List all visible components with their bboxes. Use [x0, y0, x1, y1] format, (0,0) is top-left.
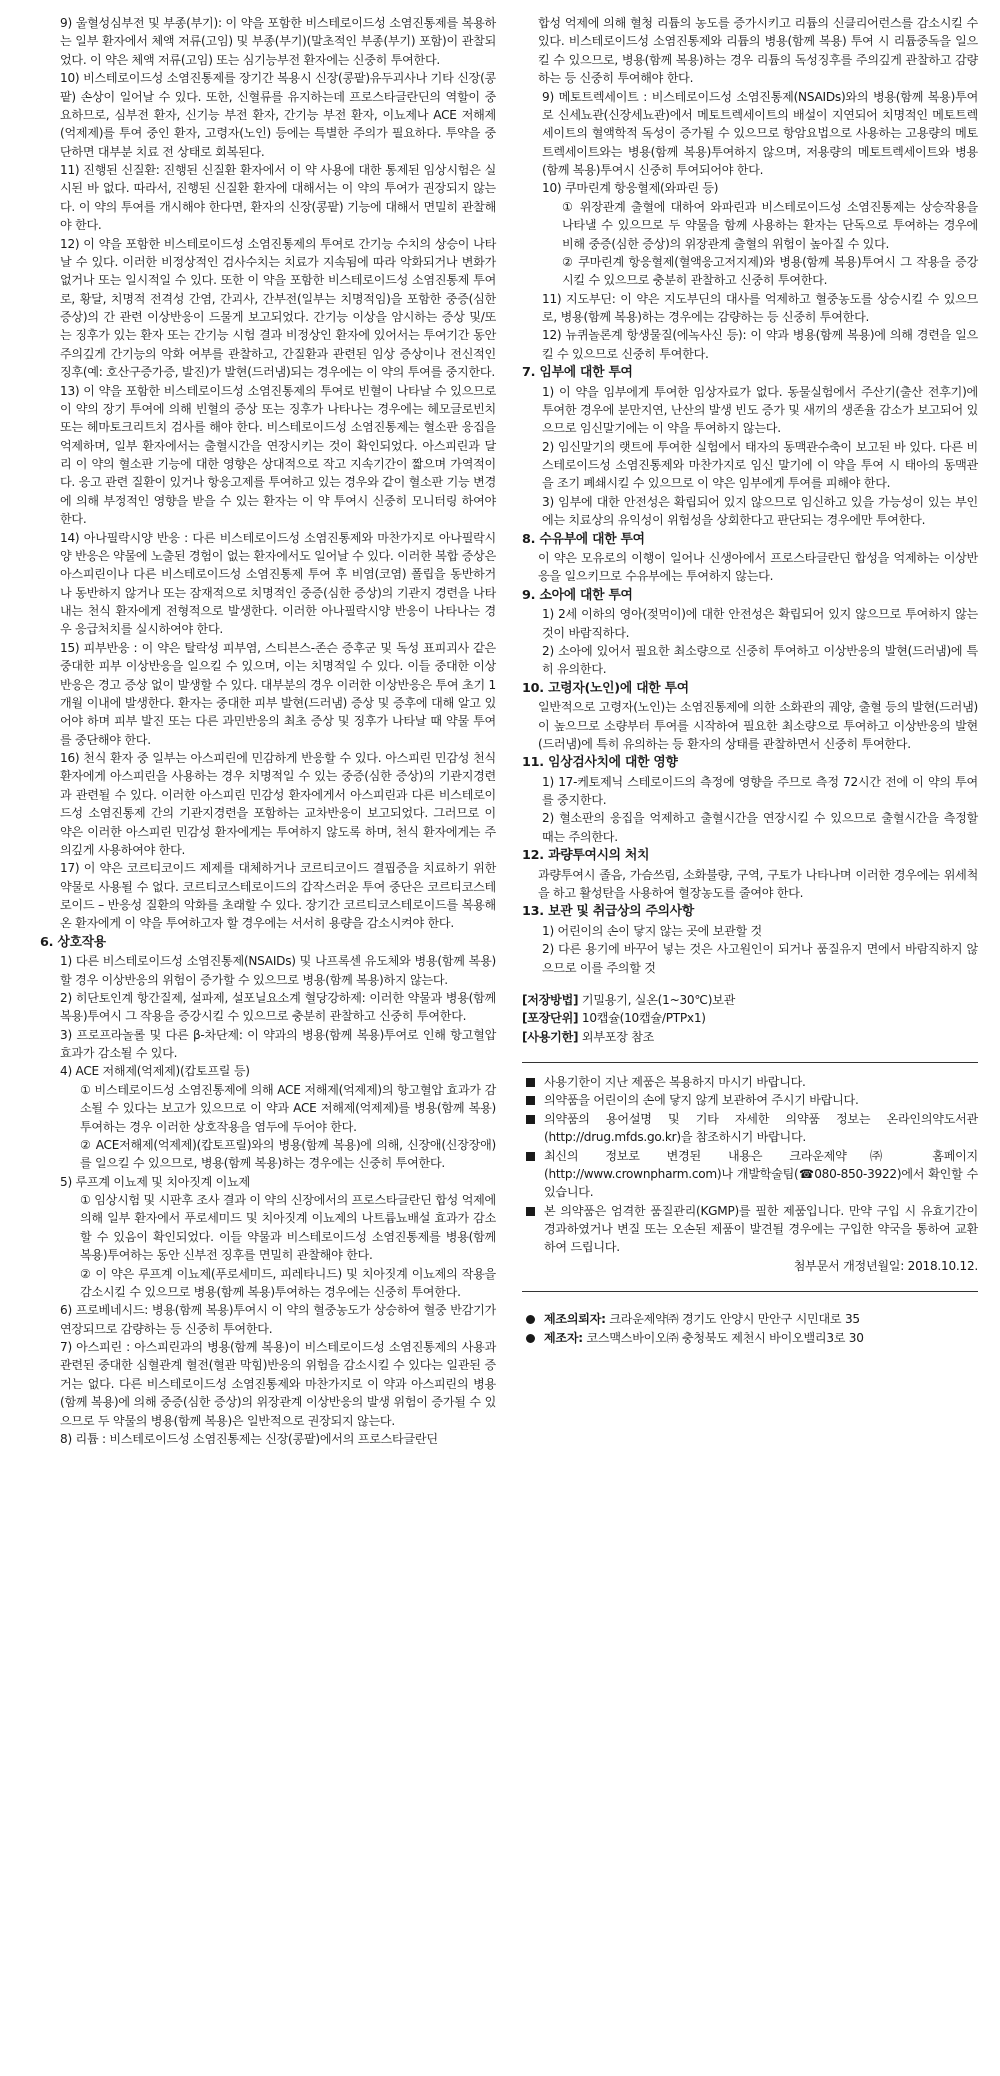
text-paragraph: 3) 임부에 대한 안전성은 확립되어 있지 않으므로 임신하고 있을 가능성이 있는 부인에는 치료상의 유익성이 위험성을 상회한다고 판단되는 경우에만 투여한다.: [542, 494, 978, 528]
text-paragraph: 2) 다른 용기에 바꾸어 넣는 것은 사고원인이 되거나 품질유지 면에서 바람직하지 않으므로 이를 주의할 것: [542, 942, 978, 975]
text-paragraph: 13) 이 약을 포함한 비스테로이드성 소염진통제의 투여로 빈혈이 나타날 수 있으므로 이 약의 장기 투여에 의해 빈혈의 증상 또는 징후가 나타나는 경우에는 헤모글로빈치 또는 헤마토크리트치 검사를 해야 한다. 비스테로이드성 소염진통제는 혈소판 응집을 억제하며, 일부 환자에서는 출혈시간을 연장시키는 것이 확인되었다. 아스피린과 달리 이 약의 혈소판 기능에 대한 영향은 상대적으로 작고 지속기간이 짧으며 가역적이다. 응고 관련 질환이 있거나 항응고제를 투여하고 있는 경우와 같이 혈소판 기능 변경에 의해 부정적인 영향을 받을 수 있는 환자는 이 약 투여시 신중히 모니터링 하여야 한다.: [60, 383, 496, 527]
text-paragraph: 이 약은 모유로의 이행이 일어나 신생아에서 프로스타글란딘 합성을 억제하는 이상반응을 일으키므로 수유부에는 투여하지 않는다.: [538, 551, 978, 584]
round-bullet-icon: [526, 1334, 535, 1343]
contract-manufacturer: 제조의뢰자: 크라운제약㈜ 경기도 안양시 만안구 시민대로 35: [522, 1310, 978, 1328]
text-paragraph: ② 이 약은 루프계 이뇨제(푸로세미드, 피레타니드) 및 치아짓계 이뇨제의 작용을 감소시킬 수 있으므로 병용(함께 복용)투여하는 경우에는 신중히 투여한다.: [80, 1266, 496, 1299]
text-paragraph: 9) 울혈성심부전 및 부종(부기): 이 약을 포함한 비스테로이드성 소염진통제를 복용하는 일부 환자에서 체액 저류(고임) 및 부종(부기)(말초적인 부종(부기) 포함)이 관찰되었다. 이 약은 체액 저류(고임) 또는 심기능부전 환자에는 신중히 투여한다.: [60, 16, 496, 67]
notice-item: 본 의약품은 엄격한 품질관리(KGMP)를 필한 제품입니다. 만약 구입 시 유효기간이 경과하였거나 변질 또는 오손된 제품이 발견될 경우에는 구입한 약국을 통하여 교환하여 드립니다.: [522, 1202, 978, 1257]
section-heading: 7. 임부에 대한 투여: [522, 365, 633, 381]
text-paragraph: 12) 이 약을 포함한 비스테로이드성 소염진통제의 투여로 간기능 수치의 상승이 나타날 수 있다. 이러한 비정상적인 검사수치는 치료가 지속됨에 따라 악화되거나 변화가 없거나 또는 일시적일 수 있다. 또한 이 약을 포함한 비스테로이드성 소염진통제 투여로, 황달, 치명적 전격성 간염, 간괴사, 간부전(일부는 치명적임)을 포함한 중증(심한 증상)의 간 관련 이상반응이 드물게 보고되었다. 간기능 이상을 암시하는 증상 및/또는 징후가 있는 환자 또는 간기능 시험 결과 비정상인 환자에 있어서는 투여기간 동안 주의깊게 간기능의 악화 여부를 관찰하고, 간질환과 관련된 임상 증상이나 전신적인 징후(예: 호산구증가증, 발진)가 발현(드러냄)되는 경우에는 이 약의 투여를 중지한다.: [60, 236, 496, 380]
divider: [522, 1062, 978, 1063]
manufacturer-info: [522, 1310, 978, 1347]
text-paragraph: 3) 프로프라놀롤 및 다른 β-차단제: 이 약과의 병용(함께 복용)투여로 인해 항고혈압 효과가 감소될 수 있다.: [60, 1027, 496, 1061]
text-paragraph: 2) 임신말기의 랫트에 투여한 실험에서 태자의 동맥관수축이 보고된 바 있다. 다른 비스테로이드성 소염진통제와 마찬가지로 임신 말기에 이 약을 투여 시 태아의 동맥관을 조기 폐쇄시킬 수 있으므로 이 약은 임부에게 투여를 피해야 한다.: [542, 439, 978, 491]
expiry-info: [사용기한] 외부포장 참조: [522, 1029, 655, 1044]
notice-item: 최신의 정보로 변경된 내용은 크라운제약㈜ 홈페이지(http://www.crownpharm.com)나 개발학술팀(☎080-850-3922)에서 확인할 수 있습니다.: [522, 1147, 978, 1202]
text-paragraph: 7) 아스피린 : 아스피린과의 병용(함께 복용)이 비스테로이드성 소염진통제의 사용과 관련된 중대한 심혈관계 혈전(혈관 막힘)반응의 위험을 감소시킬 수 있다는 일관된 증거는 없다. 다른 비스테로이드성 소염진통제와 마찬가지로 이 약과 아스피린의 병용(함께 복용)에 의해 중증(심한 증상)의 위장관계 이상반응의 발생 위험이 증가될 수 있으므로 두 약물의 병용(함께 복용)은 일반적으로 권장되지 않는다.: [60, 1340, 496, 1428]
text-paragraph: 14) 아나필락시양 반응 : 다른 비스테로이드성 소염진통제와 마찬가지로 아나필락시양 반응은 약물에 노출된 경험이 없는 환자에서도 일어날 수 있다. 이러한 복합 증상은 아스피린이나 다른 비스테로이드성 소염진통제 투여 후 비염(코염) 폴립을 동반하거나 동반하지 않거나 또는 잠재적으로 치명적인 중증(심한 증상)의 기관지 경련을 나타내는 천식 환자에게 전형적으로 발생한다. 이러한 아나필락시양 반응이 나타나는 경우 응급처치를 실시하여야 한다.: [60, 530, 496, 637]
text-paragraph: ② ACE저해제(억제제)(캅토프릴)와의 병용(함께 복용)에 의해, 신장애(신장장애)를 일으킬 수 있으므로, 병용(함께 복용)하는 경우에는 신중히 투여한다.: [80, 1137, 496, 1171]
notice-item: 의약품을 어린이의 손에 닿지 않게 보관하여 주시기 바랍니다.: [522, 1091, 978, 1109]
text-paragraph: 5) 루프계 이뇨제 및 치아짓계 이뇨제: [60, 1174, 250, 1189]
text-paragraph: ① 비스테로이드성 소염진통제에 의해 ACE 저해제(억제제)의 항고혈압 효과가 감소될 수 있다는 보고가 있으므로 이 약과 ACE 저해제(억제제)를 병용(함께 복용)투여하는 경우 이러한 상호작용을 염두에 두어야 한다.: [80, 1082, 496, 1134]
square-bullet-icon: [526, 1152, 535, 1161]
left-column: [40, 14, 496, 2066]
section-heading: 6. 상호작용: [40, 934, 106, 950]
text-paragraph: 일반적으로 고령자(노인)는 소염진통제에 의한 소화관의 궤양, 출혈 등의 발현(드러냄)이 높으므로 소량부터 투여를 시작하여 필요한 최소량으로 투여하고 이상반응의 발현(드러냄)에 특히 유의하는 등 환자의 상태를 관찰하면서 신중히 투여한다.: [538, 700, 978, 751]
text-paragraph: 4) ACE 저해제(억제제)(캅토프릴 등): [60, 1064, 250, 1079]
text-paragraph: 9) 메토트렉세이트 : 비스테로이드성 소염진통제(NSAIDs)와의 병용(함께 복용)투여로 신세뇨관(신장세뇨관)에서 메토트렉세이트의 배설이 지연되어 치명적인 메토트렉세이트의 혈액학적 독성이 증가될 수 있으므로 항암요법으로 사용하는 고용량의 메토트렉세이트와는 병용(함께 복용)투여하지 않으며, 저용량의 메토트렉세이트와 병용(함께 복용)투여시 신중히 투여되어야 한다.: [542, 89, 978, 177]
text-paragraph: 1) 어린이의 손이 닿지 않는 곳에 보관할 것: [542, 923, 762, 938]
revision-date: 첨부문서 개정년월일: 2018.10.12.: [793, 1258, 978, 1273]
text-paragraph: 과량투여시 졸음, 가슴쓰림, 소화불량, 구역, 구토가 나타나며 이러한 경우에는 위세척을 하고 활성탄을 사용하여 혈장농도를 줄여야 한다.: [538, 867, 978, 900]
text-paragraph: ② 쿠마린계 항응혈제(혈액응고저지제)와 병용(함께 복용)투여시 그 작용을 증강시킬 수 있으므로 충분히 관찰하고 신중히 투여한다.: [562, 254, 978, 288]
text-paragraph: 8) 리튬 : 비스테로이드성 소염진통제는 신장(콩팥)에서의 프로스타글란딘: [60, 1431, 438, 1446]
section-heading: 10. 고령자(노인)에 대한 투여: [522, 680, 689, 696]
section-heading: 12. 과량투여시의 처치: [522, 848, 650, 864]
text-paragraph: 11) 지도부딘: 이 약은 지도부딘의 대사를 억제하고 혈중농도를 상승시킬 수 있으므로, 병용(함께 복용)하는 경우에는 감량하는 등 신중히 투여한다.: [542, 291, 978, 324]
text-paragraph: 6) 프로베네시드: 병용(함께 복용)투여시 이 약의 혈중농도가 상승하여 혈중 반감기가 연장되므로 감량하는 등 신중히 투여한다.: [60, 1303, 496, 1336]
section-heading: 8. 수유부에 대한 투여: [522, 531, 645, 547]
text-paragraph: 1) 다른 비스테로이드성 소염진통제(NSAIDs) 및 나프록센 유도체와 병용(함께 복용)할 경우 이상반응의 위험이 증가할 수 있으므로 병용(함께 복용)하지 않는다.: [60, 954, 496, 987]
divider: [522, 1291, 978, 1292]
text-paragraph: 2) 소아에 있어서 필요한 최소량으로 신중히 투여하고 이상반응의 발현(드러냄)에 특히 유의한다.: [542, 643, 978, 677]
manufacturer: 제조자: 코스맥스바이오㈜ 충청북도 제천시 바이오밸리3로 30: [522, 1329, 978, 1347]
square-bullet-icon: [526, 1078, 535, 1087]
text-paragraph: 10) 비스테로이드성 소염진통제를 장기간 복용시 신장(콩팥)유두괴사나 기타 신장(콩팥) 손상이 일어날 수 있다. 또한, 신혈류를 유지하는데 프로스타글란딘의 역할이 중요하므로, 심부전 환자, 신기능 부전 환자, 간기능 부전 환자, 이뇨제나 ACE 저해제(억제제)를 투여 중인 환자, 고령자(노인) 등에는 특별한 주의가 필요하다. 투약을 중단하면 대부분 치료 전 상태로 회복된다.: [60, 71, 496, 159]
storage-method: [저장방법] 기밀용기, 실온(1~30℃)보관: [522, 992, 736, 1007]
text-paragraph: 11) 진행된 신질환: 진행된 신질환 환자에서 이 약 사용에 대한 통제된 임상시험은 실시된 바 없다. 따라서, 진행된 신질환 환자에 대해서는 이 약의 투여가 권장되지 않는다. 이 약의 투여를 개시해야 한다면, 환자의 신장(콩팥) 기능에 대해서 면밀히 관찰해야 한다.: [60, 163, 496, 233]
section-heading: 13. 보관 및 취급상의 주의사항: [522, 904, 694, 920]
square-bullet-icon: [526, 1096, 535, 1105]
square-bullet-icon: [526, 1207, 535, 1216]
right-column: [522, 14, 978, 2066]
section-heading: 9. 소아에 대한 투여: [522, 587, 633, 603]
round-bullet-icon: [526, 1315, 535, 1324]
text-paragraph: 합성 억제에 의해 혈청 리튬의 농도를 증가시키고 리튬의 신클리어런스를 감소시킬 수 있다. 비스테로이드성 소염진통제와 리튬의 병용(함께 복용) 투여 시 리튬중독을 일으킬 수 있으므로, 병용(함께 복용)하는 경우 리튬의 독성징후를 주의깊게 관찰하고 감량하는 등 신중히 투여해야 한다.: [538, 16, 978, 86]
text-paragraph: 16) 천식 환자 중 일부는 아스피린에 민감하게 반응할 수 있다. 아스피린 민감성 천식 환자에게 아스피린을 사용하는 경우 치명적일 수 있는 중증(심한 증상)의 기관지경련과 관련될 수 있다. 이러한 아스피린 민감성 환자에게서 아스피린과 다른 비스테로이드성 소염진통제 간의 기관지경련을 포함하는 교차반응이 보고되었다. 그러므로 이 약은 이러한 아스피린 민감성 환자에게는 투여하지 않도록 하며, 천식 환자에게는 주의깊게 사용하여야 한다.: [60, 751, 496, 857]
right-column-sections: [522, 14, 978, 977]
section-heading: 11. 임상검사치에 대한 영향: [522, 755, 678, 771]
package-unit: [포장단위] 10캡슐(10캡슐/PTPx1): [522, 1011, 706, 1026]
text-paragraph: 10) 쿠마린계 항응혈제(와파린 등): [542, 181, 719, 196]
text-paragraph: 17) 이 약은 코르티코이드 제제를 대체하거나 코르티코이드 결핍증을 치료하기 위한 약물로 사용될 수 없다. 코르티코스테로이드의 갑작스러운 투여 중단은 코르티코스테로이드 – 반응성 질환의 악화를 초래할 수 있다. 장기간 코르티코스테로이드를 복용해 온 환자에게 이 약을 투여하고자 할 경우에는 서서히 용량을 감소시켜야 한다.: [60, 861, 496, 931]
notice-item: 의약품의 용어설명 및 기타 자세한 의약품 정보는 온라인의약도서관(http://drug.mfds.go.kr)을 참조하시기 바랍니다.: [522, 1110, 978, 1147]
text-paragraph: 15) 피부반응 : 이 약은 탈락성 피부염, 스티븐스-존슨 증후군 및 독성 표피괴사 같은 중대한 피부 이상반응을 일으킬 수 있으며, 이는 치명적일 수 있다. 이들 중대한 이상반응은 경고 증상 없이 발생할 수 있다. 대부분의 경우 이러한 이상반응은 투여 초기 1개월 이내에 발생한다. 환자는 중대한 피부 발현(드러냄) 증상 및 증후에 대해 알고 있어야 하며 피부 발진 또는 다른 과민반응의 최초 증상 및 징후가 나타날 때 약물 투여를 중단해야 한다.: [60, 640, 496, 747]
text-paragraph: ① 위장관계 출혈에 대하여 와파린과 비스테로이드성 소염진통제는 상승작용을 나타낼 수 있으므로 두 약물을 함께 사용하는 환자는 단독으로 투여하는 경우에 비해 중증(심한 증상)의 위장관계 출혈의 위험이 높아질 수 있다.: [562, 199, 978, 251]
text-paragraph: 1) 2세 이하의 영아(젖먹이)에 대한 안전성은 확립되어 있지 않으므로 투여하지 않는 것이 바람직하다.: [542, 607, 978, 640]
text-paragraph: 12) 뉴퀴놀론계 항생물질(에녹사신 등): 이 약과 병용(함께 복용)에 의해 경련을 일으킬 수 있으므로 신중히 투여한다.: [542, 328, 978, 361]
storage-info: [522, 991, 978, 1046]
text-paragraph: 2) 혈소판의 응집을 억제하고 출혈시간을 연장시킬 수 있으므로 출혈시간을 측정할 때는 주의한다.: [542, 811, 978, 844]
square-bullet-icon: [526, 1115, 535, 1124]
notice-item: 사용기한이 지난 제품은 복용하지 마시기 바랍니다.: [522, 1073, 978, 1091]
text-paragraph: 1) 이 약을 임부에게 투여한 임상자료가 없다. 동물실험에서 주산기(출산 전후기)에 투여한 경우에 분만지연, 난산의 발생 빈도 증가 및 새끼의 생존율 감소가 보고되어 있으므로 임신말기에는 이 약을 투여하지 않는다.: [542, 384, 978, 436]
text-paragraph: 1) 17-케토제닉 스테로이드의 측정에 영향을 주므로 측정 72시간 전에 이 약의 투여를 중지한다.: [542, 774, 978, 808]
notice-list: [522, 1073, 978, 1257]
text-paragraph: ① 임상시험 및 시판후 조사 결과 이 약의 신장에서의 프로스타글란딘 합성 억제에 의해 일부 환자에서 푸로세미드 및 치아짓계 이뇨제의 나트륨뇨배설 효과가 감소할 수 있음이 확인되었다. 이들 약물과 비스테로이드성 소염진통제를 병용(함께 복용)투여하는 동안 신부전 징후를 면밀히 관찰해야 한다.: [80, 1193, 496, 1263]
text-paragraph: 2) 히단토인계 항간질제, 설파제, 설포닐요소계 혈당강하제: 이러한 약물과 병용(함께 복용)투여시 그 작용을 증강시킬 수 있으므로 충분히 관찰하고 신중히 투여한다.: [60, 990, 496, 1024]
